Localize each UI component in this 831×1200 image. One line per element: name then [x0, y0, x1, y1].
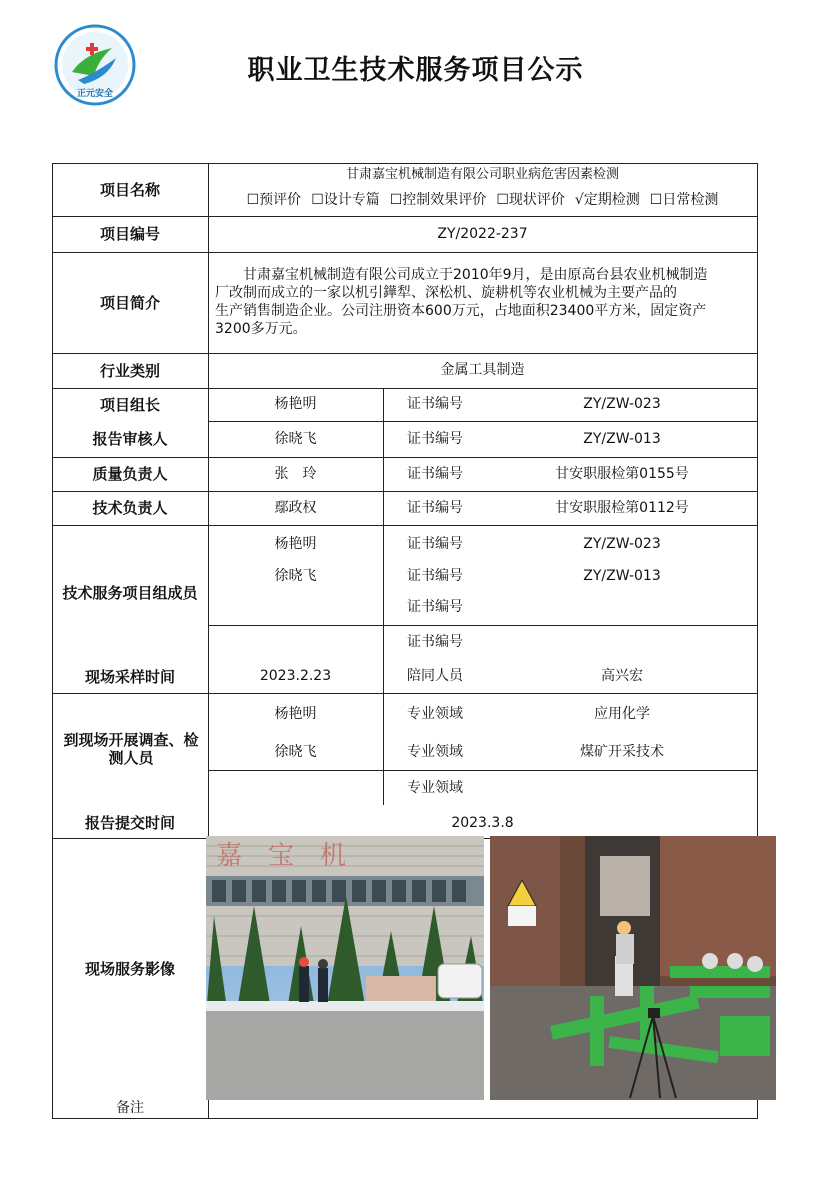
member-cert: ZY/ZW-023 — [583, 535, 661, 552]
quality-name: 张 玲 — [274, 465, 317, 482]
cert-label: 证书编号 — [407, 535, 463, 552]
label-remarks: 备注 — [116, 1099, 144, 1116]
label-industry: 行业类别 — [99, 361, 160, 380]
intro-line: 生产销售制造企业。公司注册资本600万元，占地面积23400平方米，固定资产 — [215, 303, 707, 319]
leader-cert: ZY/ZW-023 — [583, 396, 661, 413]
investigator-field: 应用化学 — [594, 706, 650, 723]
field-label: 专业领域 — [407, 779, 463, 796]
member-cert: ZY/ZW-013 — [583, 567, 661, 584]
investigator-field: 煤矿开采技术 — [580, 744, 664, 761]
companion-label: 陪同人员 — [407, 668, 463, 685]
quality-cert: 甘安职服检第0155号 — [555, 465, 689, 482]
leader-name: 杨艳明 — [274, 396, 317, 413]
member-cert — [487, 626, 757, 658]
label-project-name: 项目名称 — [99, 180, 160, 199]
label-site-images: 现场服务影像 — [84, 960, 175, 978]
logo-text: 正元安全 — [76, 89, 114, 99]
project-intro-text — [215, 266, 755, 338]
intro-line: 甘肃嘉宝机械制造有限公司成立于2010年9月，是由原高台县农业机械制造 — [243, 267, 708, 283]
label-investigators: 到现场开展调查、检测人员 — [63, 731, 199, 767]
evaluation-type-options — [208, 187, 757, 213]
label-sampling-time: 现场采样时间 — [84, 668, 175, 686]
remarks-value — [208, 1100, 757, 1118]
field-label: 专业领域 — [407, 744, 463, 761]
option-pre-evaluation: ☐预评价 — [246, 191, 302, 208]
member-name — [208, 592, 383, 623]
intro-line: 3200多万元。 — [215, 321, 307, 337]
label-project-intro: 项目简介 — [99, 293, 160, 312]
report-submit-date: 2023.3.8 — [451, 814, 514, 831]
intro-line: 厂改制而成立的一家以机引鏵犁、深松机、旋耕机等农业机械为主要产品的 — [215, 285, 677, 301]
option-control-effect: ☐控制效果评价 — [389, 191, 487, 208]
member-cert — [487, 592, 757, 623]
label-team-members: 技术服务项目组成员 — [62, 584, 198, 602]
label-quality-manager: 质量负责人 — [92, 465, 168, 483]
investigator-name — [208, 771, 383, 805]
site-photo-building — [206, 836, 484, 1100]
label-project-leader: 项目组长 — [99, 395, 160, 414]
label-report-submit: 报告提交时间 — [84, 814, 175, 832]
cert-label: 证书编号 — [407, 499, 463, 516]
page-title: 职业卫生技术服务项目公示 — [247, 55, 584, 86]
cert-label: 证书编号 — [407, 430, 463, 447]
site-photo-workshop — [490, 836, 776, 1100]
member-name: 徐晓飞 — [274, 567, 317, 584]
investigator-name: 杨艳明 — [274, 706, 317, 723]
cert-label: 证书编号 — [407, 633, 463, 650]
label-report-reviewer: 报告审核人 — [92, 430, 168, 448]
technical-cert: 甘安职服检第0112号 — [555, 499, 689, 516]
industry-value: 金属工具制造 — [440, 362, 525, 379]
option-status-evaluation: ☐现状评价 — [496, 191, 565, 208]
option-periodic-test: √定期检测 — [574, 191, 640, 208]
field-label: 专业领域 — [407, 706, 463, 723]
investigator-name: 徐晓飞 — [274, 744, 317, 761]
reviewer-name: 徐晓飞 — [274, 430, 317, 447]
label-project-no: 项目编号 — [99, 225, 160, 243]
project-name-value: 甘肃嘉宝机械制造有限公司职业病危害因素检测 — [345, 167, 619, 183]
technical-name: 鄢政权 — [274, 499, 317, 516]
cert-label: 证书编号 — [407, 396, 463, 413]
companion-name: 高兴宏 — [601, 668, 643, 685]
cert-label: 证书编号 — [407, 465, 463, 482]
cert-label: 证书编号 — [407, 567, 463, 584]
member-name — [208, 626, 383, 658]
member-name: 杨艳明 — [274, 535, 317, 552]
label-technical-manager: 技术负责人 — [92, 499, 168, 517]
option-daily-test: ☐日常检测 — [649, 191, 719, 208]
project-no-value: ZY/2022-237 — [437, 225, 528, 242]
investigator-field — [487, 771, 757, 805]
reviewer-cert: ZY/ZW-013 — [583, 430, 661, 447]
option-design: ☐设计专篇 — [311, 191, 380, 208]
sampling-date: 2023.2.23 — [259, 668, 332, 685]
cert-label: 证书编号 — [407, 599, 463, 616]
photo-sign-text: 嘉 宝 机 — [216, 841, 347, 871]
